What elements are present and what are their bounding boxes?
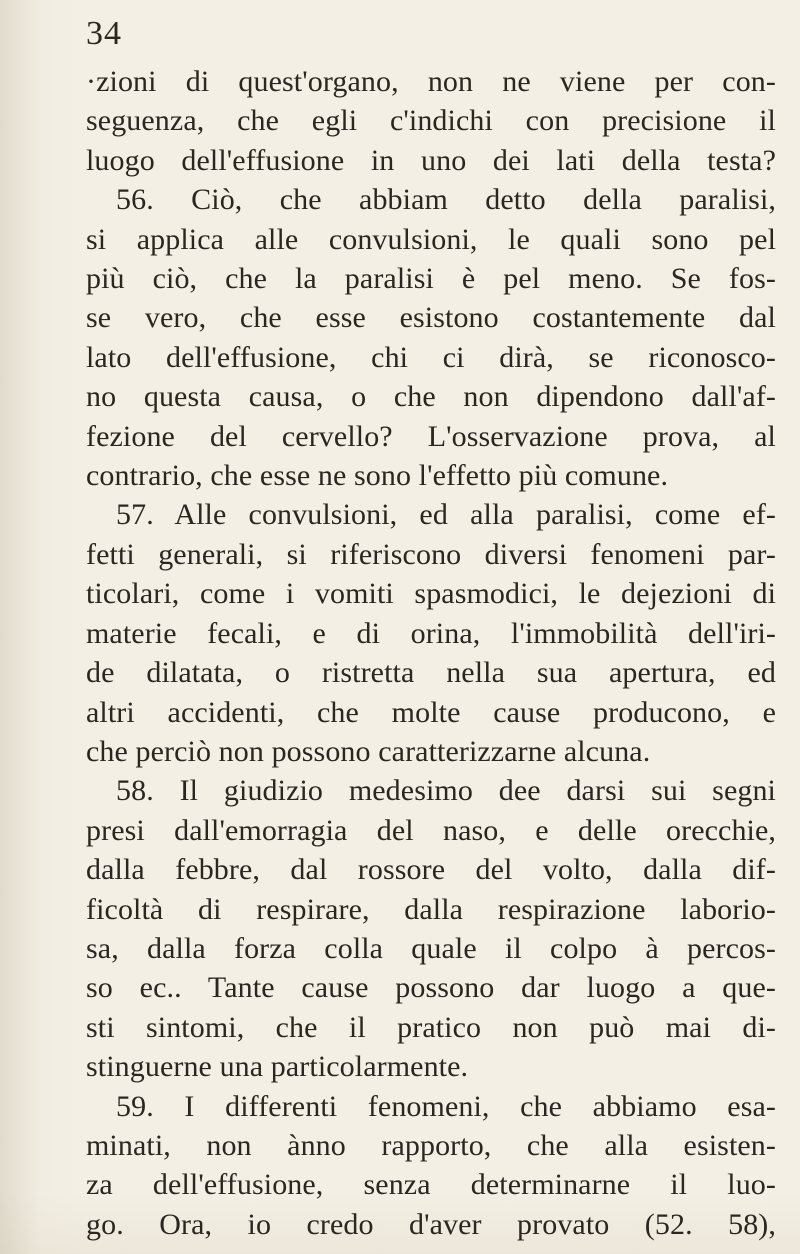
text-line: ·zioni di quest'organo, non ne viene per con- [86, 65, 776, 98]
body-text [86, 62, 776, 1244]
text-line: so ec.. Tante cause possono dar luogo a que- [86, 971, 776, 1005]
text-line: no questa causa, o che non dipendono dall'af- [86, 380, 776, 414]
paragraph-59-start: 59. I differenti fenomeni, che abbiamo esa- [116, 1089, 776, 1123]
text-line: contrario, che esse ne sono l'effetto più comune. [86, 459, 669, 493]
text-line: che perciò non possono caratterizzarne alcuna. [86, 734, 651, 768]
paragraph-58-start: 58. Il giudizio medesimo dee darsi sui segni [116, 774, 776, 808]
text-line: minati, non ànno rapporto, che alla esisten- [86, 1128, 776, 1162]
page-number: 34 [86, 15, 122, 52]
text-line: fetti generali, si riferiscono diversi fenomeni par- [86, 537, 776, 571]
text-line: si applica alle convulsioni, le quali sono pel [86, 222, 776, 256]
text-line: fezione del cervello? L'osservazione prova, al [86, 419, 776, 453]
text-line: presi dall'emorragia del naso, e delle orecchie, [86, 813, 776, 847]
paragraph-57-start: 57. Alle convulsioni, ed alla paralisi, come ef- [116, 498, 776, 532]
text-line: seguenza, che egli c'indichi con precisione il [86, 104, 776, 138]
text-line: altri accidenti, che molte cause producono, e [86, 695, 776, 729]
text-line: ficoltà di respirare, dalla respirazione laborio- [86, 892, 776, 926]
text-line: sti sintomi, che il pratico non può mai di- [86, 1010, 776, 1044]
text-line: ticolari, come i vomiti spasmodici, le dejezioni di [86, 577, 776, 611]
text-line: de dilatata, o ristretta nella sua apertura, ed [86, 656, 776, 690]
text-line: se vero, che esse esistono costantemente dal [86, 301, 776, 335]
text-line: go. Ora, io credo d'aver provato (52. 58), [86, 1207, 776, 1241]
paragraph-56-start: 56. Ciò, che abbiam detto della paralisi, [116, 183, 776, 217]
text-line: sa, dalla forza colla quale il colpo à percos- [86, 931, 776, 965]
text-line: stinguerne una particolarmente. [86, 1050, 469, 1084]
text-line: dalla febbre, dal rossore del volto, dalla dif- [86, 853, 776, 887]
text-line: za dell'effusione, senza determinarne il luo- [86, 1168, 776, 1202]
text-line: luogo dell'effusione in uno dei lati della testa? [86, 143, 776, 177]
text-line: più ciò, che la paralisi è pel meno. Se fos- [86, 262, 776, 296]
text-line: materie fecali, e di orina, l'immobilità dell'iri- [86, 616, 776, 650]
text-line: lato dell'effusione, chi ci dirà, se riconosco- [86, 340, 776, 374]
